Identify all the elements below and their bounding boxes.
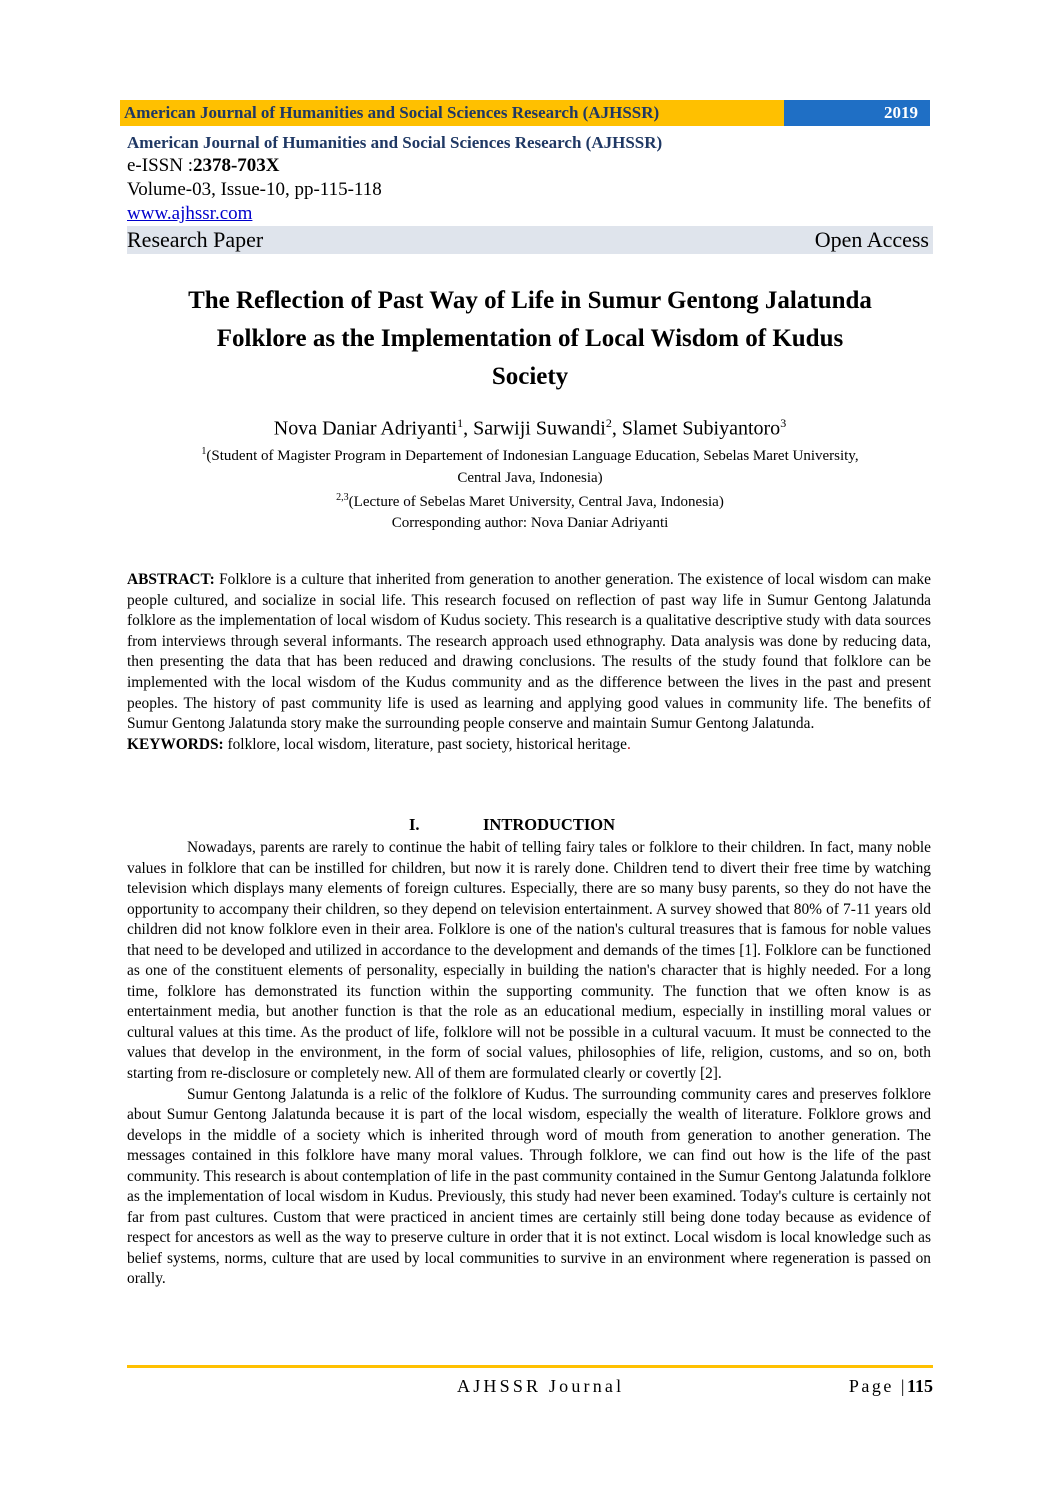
paragraph: Nowadays, parents are rarely to continue the habit of telling fairy tales or folklore to their children. In fact, many noble values in folklore that can be instilled for children, but now it is rarely done. Children tend to divert their free time by watching television which displays many elements of foreign cultures. Especially, there are so many busy parents, so they do not have the opportunity to accompany their children, so they depend on television entertainment. A survey showed that 80% of 7-11 years old children did not know folklore even in their area. Folklore is one of the nation's cultural treasures that is famous for noble values that need to be developed and utilized in accordance to the development and demands of the times [1]. Folklore can be functioned as one of the constituent elements of personality, especially in building the nation's character that is highly needed. For a long time, folklore has demonstrated its function within the supporting community. The function that we often know is as entertainment media, but another function is that the role as an educational medium, especially in instilling moral values or cultural values at this time. As the product of life, folklore will not be possible in a cultural vacuum. It must be connected to the values that develop in the environment, in the form of social values, philosophies of life, religion, customs, and so on, both starting from re-disclosure or completely new. All of them are formulated clearly or covertly [2]. [127,839,931,1083]
paper-type: Research Paper [127,227,264,252]
journal-info [127,132,933,254]
footer-page [849,1374,933,1398]
introduction-body [127,838,931,1290]
author-name: Slamet Subiyantoro [621,417,781,440]
abstract-text: Folklore is a culture that inherited from generation to another generation. The existence of local wisdom can make people cultured, and socialize in social life. This research focused on reflection of past way life in Sumur Gentong Jalatunda folklore as the implementation of local wisdom of Kudus society. This research is a qualitative descriptive study with data sources from interviews through several informants. The research approach used ethnography. Data analysis was done by reducing data, then presenting the data that has been reduced and drawing conclusions. The results of the study found that folklore can be implemented with the local wisdom of the Kudus community and as the difference between the lives in the past and present peoples. The history of past community life is used as learning and applying good values in community life. The benefits of Sumur Gentong Jalatunda story make the surrounding people conserve and maintain Sumur Gentong Jalatunda. [127,571,931,733]
affiliation-text: Central Java, Indonesia) [457,470,603,486]
footer-journal: AJHSSR Journal [457,1376,625,1396]
title-line: The Reflection of Past Way of Life in Sumur Gentong Jalatunda [188,287,872,314]
footer-rule [127,1365,933,1368]
affiliation-sup: 1 [201,446,207,457]
affiliation-2 [130,487,930,513]
author-name: Sarwiji Suwandi [473,417,606,440]
author-sup: 3 [780,416,787,430]
issn [127,154,933,178]
affiliation-sup: 2,3 [336,492,349,503]
author-sup: 2 [605,416,612,430]
issn-label: e-ISSN : [127,155,193,176]
author-list: Nova Daniar Adriyanti$^1$, Sarwiji Suwandi$^2$, Slamet Subiyantoro$^3$ [273,416,787,440]
title-line: Folklore as the Implementation of Local Wisdom of Kudus [216,325,844,352]
keywords-label: KEYWORDS: [127,735,224,753]
keywords-end: . [626,735,631,753]
paper-title [130,282,930,396]
corresponding-author: Corresponding author: Nova Daniar Adriyanti [391,515,669,531]
abstract [127,570,931,755]
volume-info: Volume-03, Issue-10, pp-115-118 [127,179,382,200]
paragraph: Sumur Gentong Jalatunda is a relic of the folklore of Kudus. The surrounding community cares and preserves folklore about Sumur Gentong Jalatunda because it is part of the local wisdom, especially the wealth of literature. Folklore grows and develops in the middle of a society which is inherited through word of mouth from generation to another generation. The messages contained in this folklore have many moral values. Through folklore, we can find out how is the life of the past community. This research is about contemplation of life in the past community contained in the Sumur Gentong Jalatunda folklore as the implementation of local wisdom in Kudus. Previously, this study had never been examined. Today's culture is certainly not far from past cultures. Custom that were practiced in ancient times are certainly still being done today because as evidence of respect for ancestors as well as the way to preserve culture in order that it is not extinct. Local wisdom is local knowledge such as belief systems, norms, culture that are used by local communities to survive in an environment where regeneration is passed on orally. [127,1085,931,1288]
page-number: 115 [906,1376,933,1396]
affiliation-text: (Student of Magister Program in Departement of Indonesian Language Education, Sebelas Maret University, [206,448,859,464]
running-header-year: 2019 [784,100,930,126]
page-label: Page | [848,1376,907,1396]
author-name: Nova Daniar Adriyanti [273,417,458,440]
title-line: Society [491,363,569,390]
issn-value: 2378-703X [192,155,280,176]
section-number: I. [409,815,420,834]
open-access-label: Open Access [814,227,929,252]
running-header-journal: American Journal of Humanities and Social Sciences Research (AJHSSR) [120,100,784,126]
affiliation-text: (Lecture of Sebelas Maret University, Central Java, Indonesia) [348,494,724,510]
section-title: INTRODUCTION [483,815,616,834]
journal-name: American Journal of Humanities and Social Sciences Research (AJHSSR) [127,133,663,152]
paper-type-band [127,226,933,254]
author-sup: 1 [457,416,464,430]
running-header [120,100,930,126]
affiliation-1 [130,441,930,489]
abstract-label: ABSTRACT: [127,571,215,588]
journal-url-link[interactable]: www.ajhssr.com [127,203,253,224]
keywords-text: folklore, local wisdom, literature, past society, historical heritage [223,735,627,753]
